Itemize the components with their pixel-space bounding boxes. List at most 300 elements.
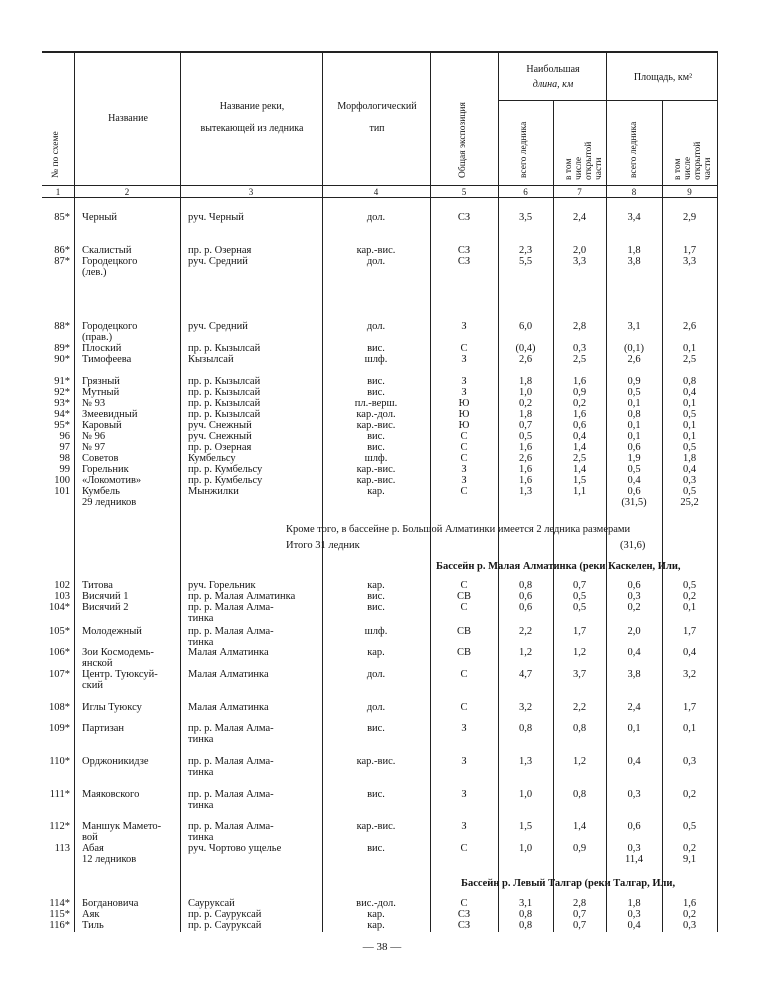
river-name: Малая Алматинка (188, 702, 269, 713)
area-total: 0,1 (627, 431, 641, 442)
glacier-name: Маншук Мамето- (82, 821, 162, 832)
area-total: (0,1) (623, 343, 645, 354)
river-name: Малая Алматинка (188, 647, 269, 658)
length-total: 1,0 (518, 843, 533, 854)
length-total: 1,8 (518, 409, 533, 420)
area-open: 0,3 (682, 756, 697, 767)
river-name: тинка (188, 832, 214, 843)
area-open: 2,6 (682, 321, 697, 332)
area-open: 0,1 (682, 343, 697, 354)
length-total: 1,6 (518, 464, 533, 475)
header-col6: всего ледника (519, 121, 529, 178)
area-open: 0,3 (682, 920, 697, 931)
header-col2: Название (108, 113, 148, 124)
col-divider-6 (553, 100, 554, 932)
length-total: 1,0 (518, 387, 533, 398)
col-divider-1 (74, 52, 75, 932)
exposure: С (460, 898, 468, 909)
area-total: 0,8 (627, 409, 641, 420)
group-header-rule (498, 100, 718, 101)
area-total: 1,8 (627, 898, 641, 909)
length-total: 1,0 (518, 789, 533, 800)
exposure: З (461, 475, 467, 486)
river-name: пр. р. Кумбельсу (188, 475, 263, 486)
header-col9-a: в том (673, 158, 683, 180)
river-name: пр. р. Кызылсай (188, 376, 261, 387)
area-total: 0,3 (627, 789, 641, 800)
length-total: 5,5 (518, 256, 533, 267)
row-number: 102 (54, 580, 70, 591)
morph-type: кар. (367, 647, 385, 658)
morph-type: вис. (367, 387, 385, 398)
length-open: 2,8 (572, 898, 587, 909)
length-total: 0,8 (518, 920, 533, 931)
morph-type: вис. (367, 376, 385, 387)
colnum-2: 2 (124, 187, 130, 197)
morph-type: кар.-дол. (356, 409, 396, 420)
row-number: 100 (54, 475, 70, 486)
area-open: 0,8 (682, 376, 697, 387)
length-open: 0,5 (572, 602, 587, 613)
length-total: 0,5 (518, 431, 533, 442)
area-open: 0,5 (682, 486, 697, 497)
exposure: С (460, 343, 468, 354)
table-top-rule (42, 51, 718, 53)
river-name: Саурукcай (188, 898, 235, 909)
river-name: пр. р. Малая Алма- (188, 602, 274, 613)
row-number: 88* (54, 321, 70, 332)
area-open: 0,2 (682, 789, 697, 800)
length-total: 2,2 (518, 626, 533, 637)
length-open: 1,6 (572, 409, 587, 420)
glacier-name: (лев.) (82, 267, 107, 278)
river-name: пр. р. Кызылсай (188, 343, 261, 354)
length-total: 0,8 (518, 723, 533, 734)
exposure: З (461, 321, 467, 332)
river-name: пр. р. Саурукcай (188, 909, 262, 920)
row-number: 107* (49, 669, 70, 680)
area-open: 0,4 (682, 387, 697, 398)
row-number: 96 (59, 431, 70, 442)
river-name: пр. р. Малая Алма- (188, 626, 274, 637)
length-total: (0,4) (515, 343, 536, 354)
river-name: Мынжилки (188, 486, 239, 497)
morph-type: кар.-вис. (356, 420, 396, 431)
exposure: С (460, 453, 468, 464)
row-number: 103 (54, 591, 70, 602)
river-name: пр. р. Саурукcай (188, 920, 262, 931)
glacier-name: Советов (82, 453, 119, 464)
glacier-name: 29 ледников (82, 497, 137, 508)
area-open: 25,2 (680, 497, 699, 508)
area-total: 0,4 (627, 756, 641, 767)
morph-type: шлф. (364, 354, 388, 365)
length-total: 0,8 (518, 909, 533, 920)
glacier-name: Иглы Туюксу (82, 702, 142, 713)
river-name: пр. р. Кумбельсу (188, 464, 263, 475)
glacier-name: Молодежный (82, 626, 142, 637)
glacier-name: Зои Космодемь- (82, 647, 154, 658)
total-label: Итого 31 ледник (286, 540, 360, 551)
morph-type: кар.-вис. (356, 475, 396, 486)
morph-type: вис.-дол. (356, 898, 396, 909)
length-open: 2,2 (572, 702, 587, 713)
exposure: СЗ (457, 256, 471, 267)
morph-type: дол. (366, 256, 386, 267)
river-name: пр. р. Кызылсай (188, 409, 261, 420)
area-total: 0,1 (627, 398, 641, 409)
length-total: 1,5 (518, 821, 533, 832)
exposure: СВ (456, 591, 471, 602)
exposure: З (461, 723, 467, 734)
exposure: С (460, 843, 468, 854)
area-total: 3,1 (627, 321, 641, 332)
length-total: 0,8 (518, 580, 533, 591)
area-open: 3,3 (682, 256, 697, 267)
river-name: руч. Горельник (188, 580, 256, 591)
morph-type: вис. (367, 343, 385, 354)
header-col3-line2: вытекающей из ледника (200, 123, 304, 134)
length-total: 1,3 (518, 756, 533, 767)
area-total: 0,6 (627, 486, 641, 497)
area-open: 0,4 (682, 647, 697, 658)
river-name: пр. р. Озерная (188, 442, 252, 453)
river-name: Кумбельсу (188, 453, 236, 464)
river-name: пр. р. Малая Алма- (188, 789, 274, 800)
exposure: Ю (458, 398, 470, 409)
area-total: 1,9 (627, 453, 641, 464)
glacier-name: 12 ледников (82, 854, 137, 865)
glacier-name: Скалистый (82, 245, 132, 256)
row-number: 87* (54, 256, 70, 267)
total-value: (31,6) (620, 540, 646, 551)
exposure: З (461, 354, 467, 365)
glacier-name: Титова (82, 580, 113, 591)
glacier-name: ский (82, 680, 103, 691)
glacier-name: Тиль (82, 920, 104, 931)
area-open: 0,1 (682, 602, 697, 613)
morph-type: шлф. (364, 453, 388, 464)
area-total: 2,0 (627, 626, 641, 637)
exposure: З (461, 821, 467, 832)
area-total: 0,1 (627, 420, 641, 431)
header-length-line2: длина, км (532, 79, 574, 90)
length-open: 3,7 (572, 669, 587, 680)
row-number: 113 (54, 843, 70, 854)
exposure: З (461, 789, 467, 800)
river-name: пр. р. Малая Алма- (188, 723, 274, 734)
river-name: пр. р. Малая Алма- (188, 756, 274, 767)
area-open: 1,7 (682, 245, 697, 256)
glacier-name: Мутный (82, 387, 120, 398)
glacier-name: Грязный (82, 376, 120, 387)
exposure: Ю (458, 420, 470, 431)
length-open: 0,9 (572, 843, 587, 854)
area-total: 3,4 (627, 212, 641, 223)
morph-type: кар.-вис. (356, 464, 396, 475)
river-name: руч. Средний (188, 321, 248, 332)
area-open: 0,4 (682, 464, 697, 475)
area-open: 0,5 (682, 442, 697, 453)
morph-type: шлф. (364, 626, 388, 637)
area-total: 0,6 (627, 821, 641, 832)
area-total: 0,3 (627, 591, 641, 602)
area-open: 0,3 (682, 475, 697, 486)
area-total: 1,8 (627, 245, 641, 256)
length-open: 1,5 (572, 475, 587, 486)
river-name: пр. р. Малая Алматинка (188, 591, 296, 602)
header-col7-d: части (594, 157, 604, 180)
length-total: 1,3 (518, 486, 533, 497)
morph-type: дол. (366, 212, 386, 223)
area-total: 2,6 (627, 354, 641, 365)
exposure: СВ (456, 647, 471, 658)
morph-type: вис. (367, 723, 385, 734)
glacier-name: Черный (82, 212, 118, 223)
length-open: 0,8 (572, 723, 587, 734)
length-open: 2,0 (572, 245, 587, 256)
exposure: Ю (458, 409, 470, 420)
river-name: тинка (188, 800, 214, 811)
colnum-4: 4 (373, 187, 379, 197)
length-open: 1,7 (572, 626, 587, 637)
page-number: — 38 — (362, 941, 402, 953)
exposure: СЗ (457, 909, 471, 920)
river-name: пр. р. Малая Алма- (188, 821, 274, 832)
colnum-3: 3 (248, 187, 254, 197)
length-open: 0,5 (572, 591, 587, 602)
length-open: 1,2 (572, 647, 587, 658)
header-area: Площадь, км² (633, 72, 693, 83)
glacier-name: Абая (82, 843, 104, 854)
exposure: С (460, 442, 468, 453)
length-open: 0,3 (572, 343, 587, 354)
row-number: 91* (54, 376, 70, 387)
row-number: 92* (54, 387, 70, 398)
glacier-name: Партизан (82, 723, 124, 734)
row-number: 116* (49, 920, 70, 931)
glacier-name: Орджоникидзе (82, 756, 149, 767)
exposure: З (461, 756, 467, 767)
area-open: 0,5 (682, 821, 697, 832)
exposure: З (461, 464, 467, 475)
length-open: 0,6 (572, 420, 587, 431)
area-open: 1,6 (682, 898, 697, 909)
river-name: Кызылсай (188, 354, 234, 365)
row-number: 114* (49, 898, 70, 909)
header-col7-b: числе (574, 156, 584, 180)
row-number: 93* (54, 398, 70, 409)
row-number: 90* (54, 354, 70, 365)
length-open: 1,2 (572, 756, 587, 767)
glacier-name: Богдановича (82, 898, 139, 909)
river-name: тинка (188, 637, 214, 648)
area-total: 0,6 (627, 442, 641, 453)
length-open: 0,2 (572, 398, 587, 409)
area-total: 0,4 (627, 475, 641, 486)
length-open: 0,8 (572, 789, 587, 800)
length-open: 2,4 (572, 212, 587, 223)
colnum-9: 9 (687, 187, 692, 197)
glacier-name: янской (82, 658, 113, 669)
header-col1: № по схеме (51, 131, 61, 178)
row-number: 89* (54, 343, 70, 354)
area-total: 0,4 (627, 647, 641, 658)
length-open: 0,7 (572, 909, 587, 920)
length-open: 2,5 (572, 453, 587, 464)
row-number: 109* (49, 723, 70, 734)
col-divider-8 (662, 100, 663, 932)
row-number: 110* (49, 756, 70, 767)
row-number: 85* (54, 212, 70, 223)
length-total: 3,2 (518, 702, 533, 713)
exposure: СЗ (457, 212, 471, 223)
length-total: 1,6 (518, 475, 533, 486)
header-col3-line1: Название реки, (219, 101, 285, 112)
length-open: 0,4 (572, 431, 587, 442)
area-open: 1,7 (682, 626, 697, 637)
exposure: СЗ (457, 920, 471, 931)
row-number: 95* (54, 420, 70, 431)
area-open: 0,5 (682, 409, 697, 420)
morph-type: вис. (367, 602, 385, 613)
length-total: 1,8 (518, 376, 533, 387)
colnum-8: 8 (631, 187, 637, 197)
glacier-name: (прав.) (82, 332, 113, 343)
header-length-line1: Наибольшая (526, 64, 580, 75)
morph-type: вис. (367, 591, 385, 602)
glacier-name: «Локомотив» (82, 475, 142, 486)
length-open: 0,7 (572, 580, 587, 591)
area-open: 0,1 (682, 398, 697, 409)
length-open: 2,5 (572, 354, 587, 365)
row-number: 101 (54, 486, 70, 497)
length-total: 2,3 (518, 245, 533, 256)
river-name: руч. Черный (188, 212, 244, 223)
area-total: 0,3 (627, 843, 641, 854)
glacier-name: вой (82, 832, 98, 843)
river-name: пр. р. Озерная (188, 245, 252, 256)
header-col9-c: открытой (693, 141, 703, 180)
morph-type: вис. (367, 431, 385, 442)
exposure: З (461, 387, 467, 398)
morph-type: дол. (366, 321, 386, 332)
area-total: 0,3 (627, 909, 641, 920)
length-total: 0,7 (518, 420, 533, 431)
exposure: С (460, 602, 468, 613)
glacier-name: Тимофеева (82, 354, 132, 365)
row-number: 106* (49, 647, 70, 658)
river-name: тинка (188, 767, 214, 778)
header-col8: всего ледника (629, 121, 639, 178)
length-open: 1,4 (572, 821, 587, 832)
morph-type: дол. (366, 669, 386, 680)
glacier-name: Аяк (82, 909, 100, 920)
area-total: 0,1 (627, 723, 641, 734)
glacier-name: Маяковского (82, 789, 140, 800)
area-total: 0,2 (627, 602, 641, 613)
extra-glaciers-note: Кроме того, в бассейне р. Большой Алматинки имеется 2 ледника размерами (286, 524, 631, 535)
area-total: 0,9 (627, 376, 641, 387)
length-open: 1,4 (572, 442, 587, 453)
area-open: 9,1 (682, 854, 697, 865)
header-col7-c: открытой (584, 141, 594, 180)
header-col7-a: в том (564, 158, 574, 180)
area-open: 2,9 (682, 212, 697, 223)
row-number: 104* (49, 602, 70, 613)
morph-type: кар. (367, 486, 385, 497)
length-open: 2,8 (572, 321, 587, 332)
area-open: 1,7 (682, 702, 697, 713)
header-col4-line1: Морфологический (337, 101, 417, 112)
river-name: пр. р. Кызылсай (188, 398, 261, 409)
length-total: 3,1 (518, 898, 533, 909)
river-name: руч. Средний (188, 256, 248, 267)
row-number: 98 (59, 453, 70, 464)
length-total: 1,6 (518, 442, 533, 453)
exposure: СЗ (457, 245, 471, 256)
area-total: 0,4 (627, 920, 641, 931)
colnum-6: 6 (523, 187, 528, 197)
area-open: 0,1 (682, 723, 697, 734)
header-col5: Общая экспозиция (458, 102, 468, 178)
area-total: (31,5) (621, 497, 647, 508)
row-number: 97 (59, 442, 70, 453)
glacier-name: Каровый (82, 420, 122, 431)
area-open: 0,2 (682, 909, 697, 920)
length-total: 0,6 (518, 591, 533, 602)
area-total: 3,8 (627, 256, 641, 267)
glacier-name: Кумбель (82, 486, 120, 497)
area-open: 0,2 (682, 843, 697, 854)
exposure: СВ (456, 626, 471, 637)
table-header-rule (42, 185, 718, 186)
morph-type: кар. (367, 920, 385, 931)
glacier-name: № 96 (82, 431, 106, 442)
section-heading-malaya-almatinka: Бассейн р. Малая Алматинка (реки Каскелен, Или, (436, 561, 681, 572)
header-col4-line2: тип (369, 123, 385, 134)
length-total: 0,6 (518, 602, 533, 613)
area-total: 0,5 (627, 387, 641, 398)
colnum-1: 1 (55, 187, 61, 197)
exposure: С (460, 669, 468, 680)
area-open: 0,5 (682, 580, 697, 591)
exposure: С (460, 580, 468, 591)
morph-type: вис. (367, 789, 385, 800)
row-number: 105* (49, 626, 70, 637)
exposure: С (460, 486, 468, 497)
area-open: 0,1 (682, 431, 697, 442)
glacier-name: Горельник (82, 464, 129, 475)
area-total: 3,8 (627, 669, 641, 680)
length-total: 0,2 (518, 398, 533, 409)
length-total: 1,2 (518, 647, 533, 658)
morph-type: дол. (366, 702, 386, 713)
length-open: 0,9 (572, 387, 587, 398)
glacier-name: Висячий 1 (82, 591, 129, 602)
river-name: руч. Снежный (188, 420, 252, 431)
river-name: Малая Алматинка (188, 669, 269, 680)
river-name: тинка (188, 613, 214, 624)
exposure: С (460, 431, 468, 442)
col-divider-2 (180, 52, 181, 932)
glacier-name: № 97 (82, 442, 106, 453)
length-open: 1,6 (572, 376, 587, 387)
exposure: З (461, 376, 467, 387)
header-col9-d: части (703, 157, 713, 180)
length-open: 1,4 (572, 464, 587, 475)
colnum-7: 7 (577, 187, 582, 197)
